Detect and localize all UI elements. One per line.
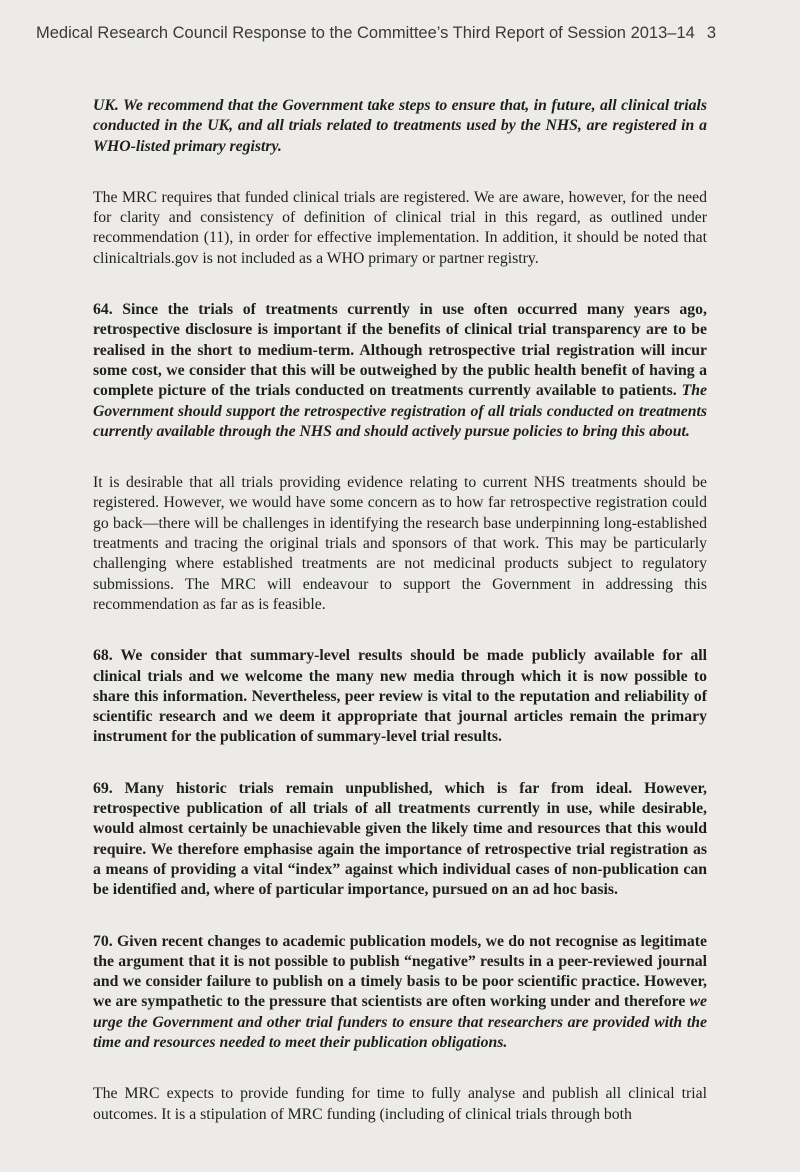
paragraph-text: 68. We consider that summary-level results should be made publicly available for all clinical trials and we welcome the many new media through which it is now possible to share this information. Nevertheless, peer review is vital to the reputation and reliability of scientific research and we deem it appropriate that journal articles remain the primary instrument for the publication of summary-level trial results. [93,647,707,746]
paragraph-mrc-response-registration [93,188,707,269]
paragraph-text: 69. Many historic trials remain unpublished, which is far from ideal. However, retrospective publication of all trials of all treatments currently in use, while desirable, would almost certainly be unachievable given the likely time and resources that this would require. We therefore emphasise again the importance of retrospective trial registration as a means of providing a vital “index” against which individual cases of non-publication can be identified and, where of particular importance, pursued on an ad hoc basis. [93,779,707,899]
paragraph-text: The MRC expects to provide funding for time to fully analyse and publish all clinical trial outcomes. It is a stipulation of MRC funding (including of clinical trials through both [93,1085,707,1123]
running-header [36,24,716,43]
paragraph-recommendation-69 [93,779,707,901]
paragraph-text: 70. Given recent changes to academic publication models, we do not recognise as legitimate the argument that it is not possible to publish “negative” results in a peer-reviewed journal and we consider failure to publish on a timely basis to be poor scientific practice. However, we are sympathetic to the pressure that scientists are often working under and therefore [93,932,707,1011]
page-number: 3 [706,24,716,42]
paragraph-mrc-response-funding [93,1084,707,1125]
running-header-title: Medical Research Council Response to the Committee’s Third Report of Session 2013–14 [35,24,695,42]
paragraph-recommendation-68 [93,646,707,747]
paragraph-mrc-response-retrospective [93,473,707,615]
paragraph-text-italic: we urge the Government and other trial funders to ensure that researchers are provided with the time and resources needed to meet their publication obligations. [93,993,707,1051]
paragraph-text: The MRC requires that funded clinical trials are registered. We are aware, however, for the need for clarity and consistency of definition of clinical trial in this regard, as outlined under recommendation (11), in order for effective implementation. In addition, it should be noted that clinicaltrials.gov is not included as a WHO primary or partner registry. [93,188,707,267]
paragraph-text: It is desirable that all trials providing evidence relating to current NHS treatments should be registered. However, we would have some concern as to how far retrospective registration could go back—there will be challenges in identifying the research base underpinning long-established treatments and tracing the original trials and sponsors of that work. This may be particularly challenging where established treatments are not medicinal products subject to regulatory submissions. The MRC will endeavour to support the Government in addressing this recommendation as far as is feasible. [93,474,707,613]
paragraph-text: 64. Since the trials of treatments currently in use often occurred many years ago, retrospective disclosure is important if the benefits of clinical trial transparency are to be realised in the short to medium-term. Although retrospective trial registration will incur some cost, we consider that this will be outweighed by the public health benefit of having a complete picture of the trials conducted on treatments currently available to patients. [93,301,707,400]
paragraph-recommendation-64 [93,300,707,442]
paragraph-text: UK. We recommend that the Government take steps to ensure that, in future, all clinical trials conducted in the UK, and all trials related to treatments used by the NHS, are registered in a WHO-listed primary registry. [93,97,707,155]
paragraph-text-italic: The Government should support the retrospective registration of all trials conducted on treatments currently available through the NHS and should actively pursue policies to bring this about. [93,382,707,440]
document-body [93,96,707,1125]
paragraph-recommendation-70 [93,932,707,1054]
paragraph-recommendation-registration [93,96,707,157]
